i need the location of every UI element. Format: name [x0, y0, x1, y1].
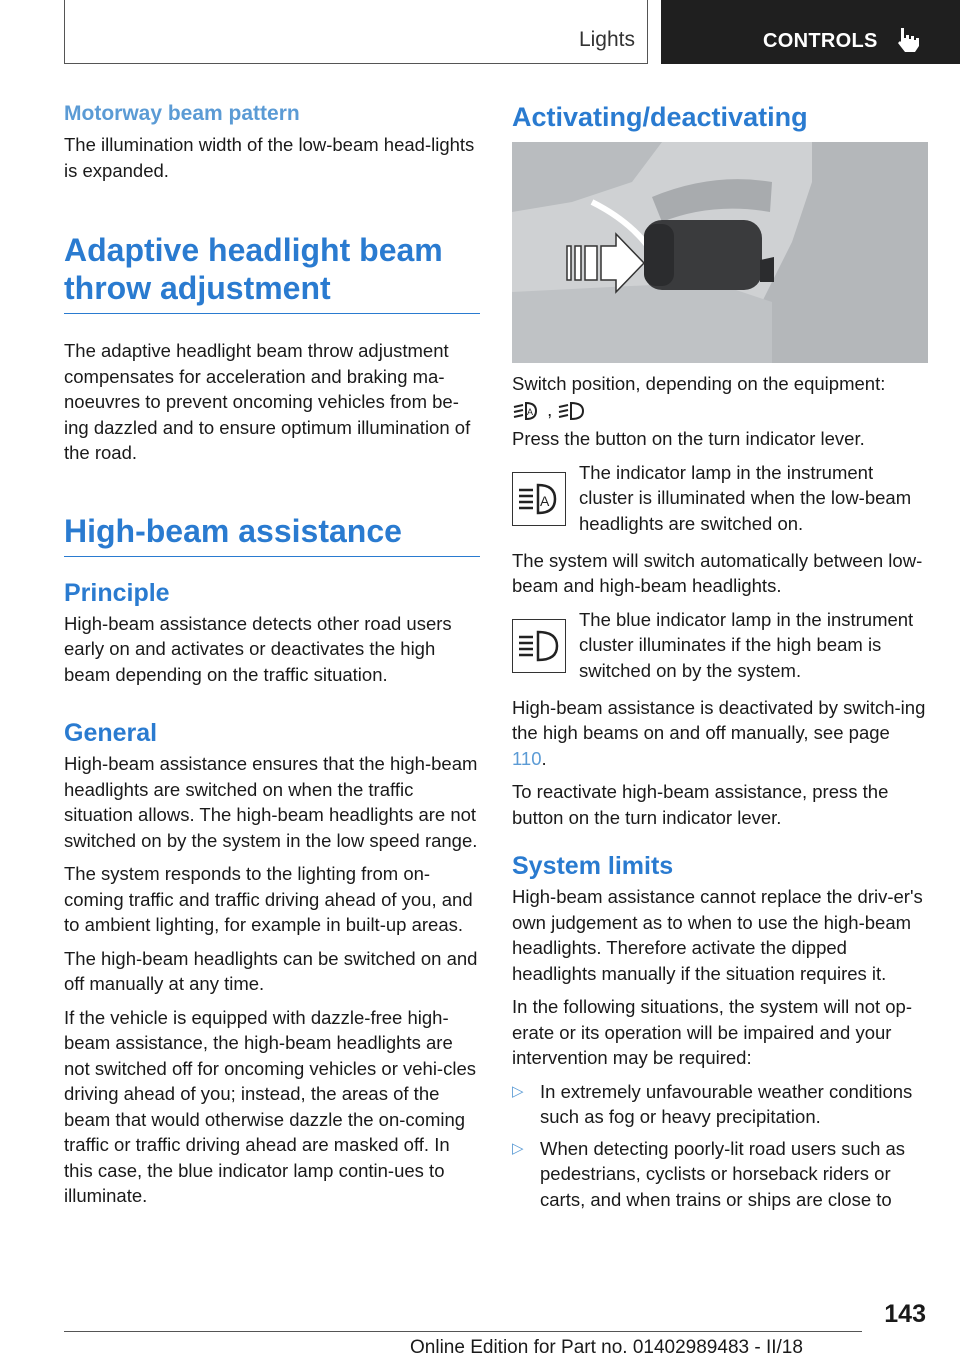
general-paragraph-4: If the vehicle is equipped with dazzle-free high-beam assistance, the high-beam headlights are not switched off for oncoming vehicles or vehi-cles driving ahead of you; instead, the areas of the beam that would otherwise dazzle the on-coming traffic or traffic driving ahead are masked off. In this case, the blue indicator lamp contin-ues to illuminate.: [64, 1006, 476, 1206]
general-paragraph-2: The system responds to the lighting from on-coming traffic and traffic driving ahead of you, and to ambient lighting, for example in built-up areas.: [64, 863, 473, 935]
bullet-triangle-icon: ▷: [512, 1082, 524, 1100]
system-switch-text: The system will switch automatically between low-beam and high-beam headlights.: [512, 549, 923, 596]
turn-indicator-lever-figure: [512, 142, 928, 363]
limits-paragraph-2: In the following situations, the system will not op-erate or its operation will be impaired and your intervention may be required:: [512, 996, 912, 1068]
general-heading: General: [64, 719, 158, 747]
lever-illustration: [512, 142, 928, 363]
general-paragraph-1: High-beam assistance ensures that the high-beam headlights are switched on when the traffic situation allows. The high-beam headlights are not switched on by the system in the low speed range.: [64, 753, 478, 851]
indicator-lowbeam-block: [512, 460, 928, 540]
auto-lowbeam-indicator-icon: [512, 472, 566, 526]
right-column: [512, 100, 928, 1218]
indicator-highbeam-text: The blue indicator lamp in the instrument cluster illuminates if the high beam is switched on by the system.: [579, 608, 914, 681]
press-button-text: Press the button on the turn indicator lever.: [512, 428, 865, 449]
footer-divider: [64, 1331, 862, 1332]
adaptive-heading: Adaptive headlight beam throw adjustment: [64, 231, 480, 314]
deactivated-period: .: [541, 747, 547, 769]
running-header: [64, 0, 648, 64]
lowbeam-icon: [557, 400, 587, 422]
switch-position-label: Switch position, depending on the equipment:: [512, 373, 886, 394]
bullet-triangle-icon: ▷: [512, 1139, 524, 1157]
list-item: [512, 1136, 928, 1213]
section-title: Lights: [578, 28, 635, 51]
hand-pointer-icon: [893, 24, 923, 54]
limits-paragraph-1: High-beam assistance cannot replace the driv-er's own judgement as to when to use the high-beam headlights. Therefore activate the dipped headlights manually if the situation requires it.: [512, 886, 923, 984]
page-number: 143: [884, 1300, 926, 1328]
deactivated-label: High-beam assistance is deactivated by switch-ing the high beams on and off manually, see page: [512, 696, 926, 743]
motorway-heading: Motorway beam pattern: [64, 102, 300, 125]
bullet-text: In extremely unfavourable weather conditions such as fog or heavy precipitation.: [540, 1080, 913, 1127]
principle-heading: Principle: [64, 578, 170, 607]
page-reference-link[interactable]: 110: [512, 747, 542, 769]
left-column: [64, 100, 480, 1217]
list-item: [512, 1079, 928, 1130]
principle-text: High-beam assistance detects other road users early on and activates or deactivates the high beam depending on the traffic situation.: [64, 612, 452, 685]
switch-separator: ,: [547, 398, 553, 420]
motorway-text: The illumination width of the low-beam head-lights is expanded.: [64, 134, 475, 181]
indicator-highbeam-block: [512, 607, 928, 687]
highbeam-heading: High-beam assistance: [64, 512, 480, 557]
indicator-lowbeam-text: The indicator lamp in the instrument cluster is illuminated when the low-beam headlights are switched on.: [579, 461, 912, 534]
general-paragraph-3: The high-beam headlights can be switched on and off manually at any time.: [64, 947, 478, 994]
bullet-text: When detecting poorly-lit road users such as pedestrians, cyclists or horseback riders or carts, and when trains or ships are close to: [540, 1137, 906, 1210]
svg-text:A: A: [527, 406, 534, 417]
highbeam-indicator-icon: [512, 619, 566, 673]
limits-heading: System limits: [512, 852, 674, 880]
chapter-tab: [661, 0, 960, 64]
deactivated-text: [512, 695, 928, 772]
adaptive-text: The adaptive headlight beam throw adjustment compensates for acceleration and braking ma-noeuvres to prevent oncoming vehicles from be-ing dazzled and to ensure optimum illumination of the road.: [64, 340, 471, 463]
activating-heading: Activating/deactivating: [512, 102, 808, 132]
switch-position-text: [512, 371, 928, 422]
reactivate-text: To reactivate high-beam assistance, press the button on the turn indicator lever.: [512, 781, 889, 828]
edition-footer: Online Edition for Part no. 01402989483 - II/18: [410, 1337, 803, 1358]
svg-text:A: A: [540, 492, 550, 509]
chapter-title: CONTROLS: [763, 30, 878, 52]
auto-lowbeam-icon: [512, 400, 542, 422]
